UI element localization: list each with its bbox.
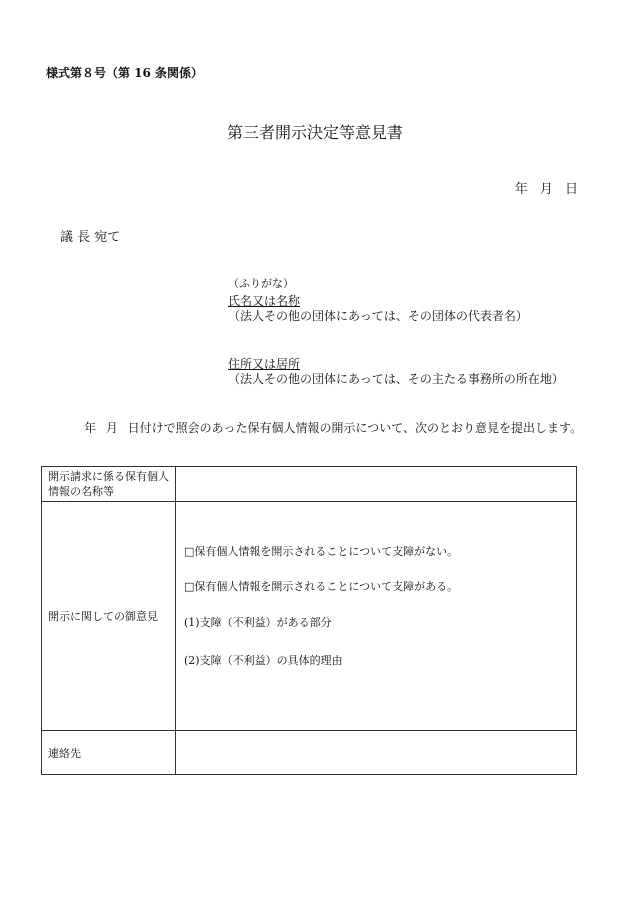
form-number: 様式第８号（第 16 条関係） bbox=[46, 66, 204, 80]
table-row bbox=[42, 467, 577, 502]
furigana-label: （ふりがな） bbox=[228, 277, 294, 290]
statement-text: 年 月 日付けで照会のあった保有個人情報の開示について、次のとおり意見を提出します。 bbox=[84, 421, 583, 435]
opinion-form-table bbox=[41, 466, 577, 775]
name-note: （法人その他の団体にあっては、その団体の代表者名） bbox=[228, 309, 528, 323]
document-title: 第三者開示決定等意見書 bbox=[226, 123, 403, 142]
info-name-field[interactable] bbox=[176, 467, 577, 502]
opinion-label: 開示に関しての御意見 bbox=[42, 502, 176, 731]
opinion-options bbox=[182, 502, 570, 730]
table-row bbox=[42, 731, 577, 775]
objection-option[interactable]: □保有個人情報を開示されることについて支障がある。 bbox=[184, 580, 459, 593]
info-name-label: 開示請求に係る保有個人情報の名称等 bbox=[42, 467, 176, 502]
contact-label: 連絡先 bbox=[42, 731, 176, 775]
no-objection-option[interactable]: □保有個人情報を開示されることについて支障がない。 bbox=[184, 545, 459, 558]
table-row bbox=[42, 502, 577, 731]
problem-reason-label: (2)支障（不利益）の具体的理由 bbox=[184, 654, 343, 667]
opinion-field[interactable] bbox=[176, 502, 577, 731]
addressee: 議 長 宛て bbox=[60, 230, 121, 245]
address-label: 住所又は居所 bbox=[228, 357, 301, 371]
problem-part-label: (1)支障（不利益）がある部分 bbox=[184, 616, 332, 629]
name-label: 氏名又は名称 bbox=[228, 294, 301, 308]
contact-field[interactable] bbox=[176, 731, 577, 775]
address-note: （法人その他の団体にあっては、その主たる事務所の所在地） bbox=[228, 372, 564, 386]
date-line: 年 月 日 bbox=[514, 182, 578, 197]
